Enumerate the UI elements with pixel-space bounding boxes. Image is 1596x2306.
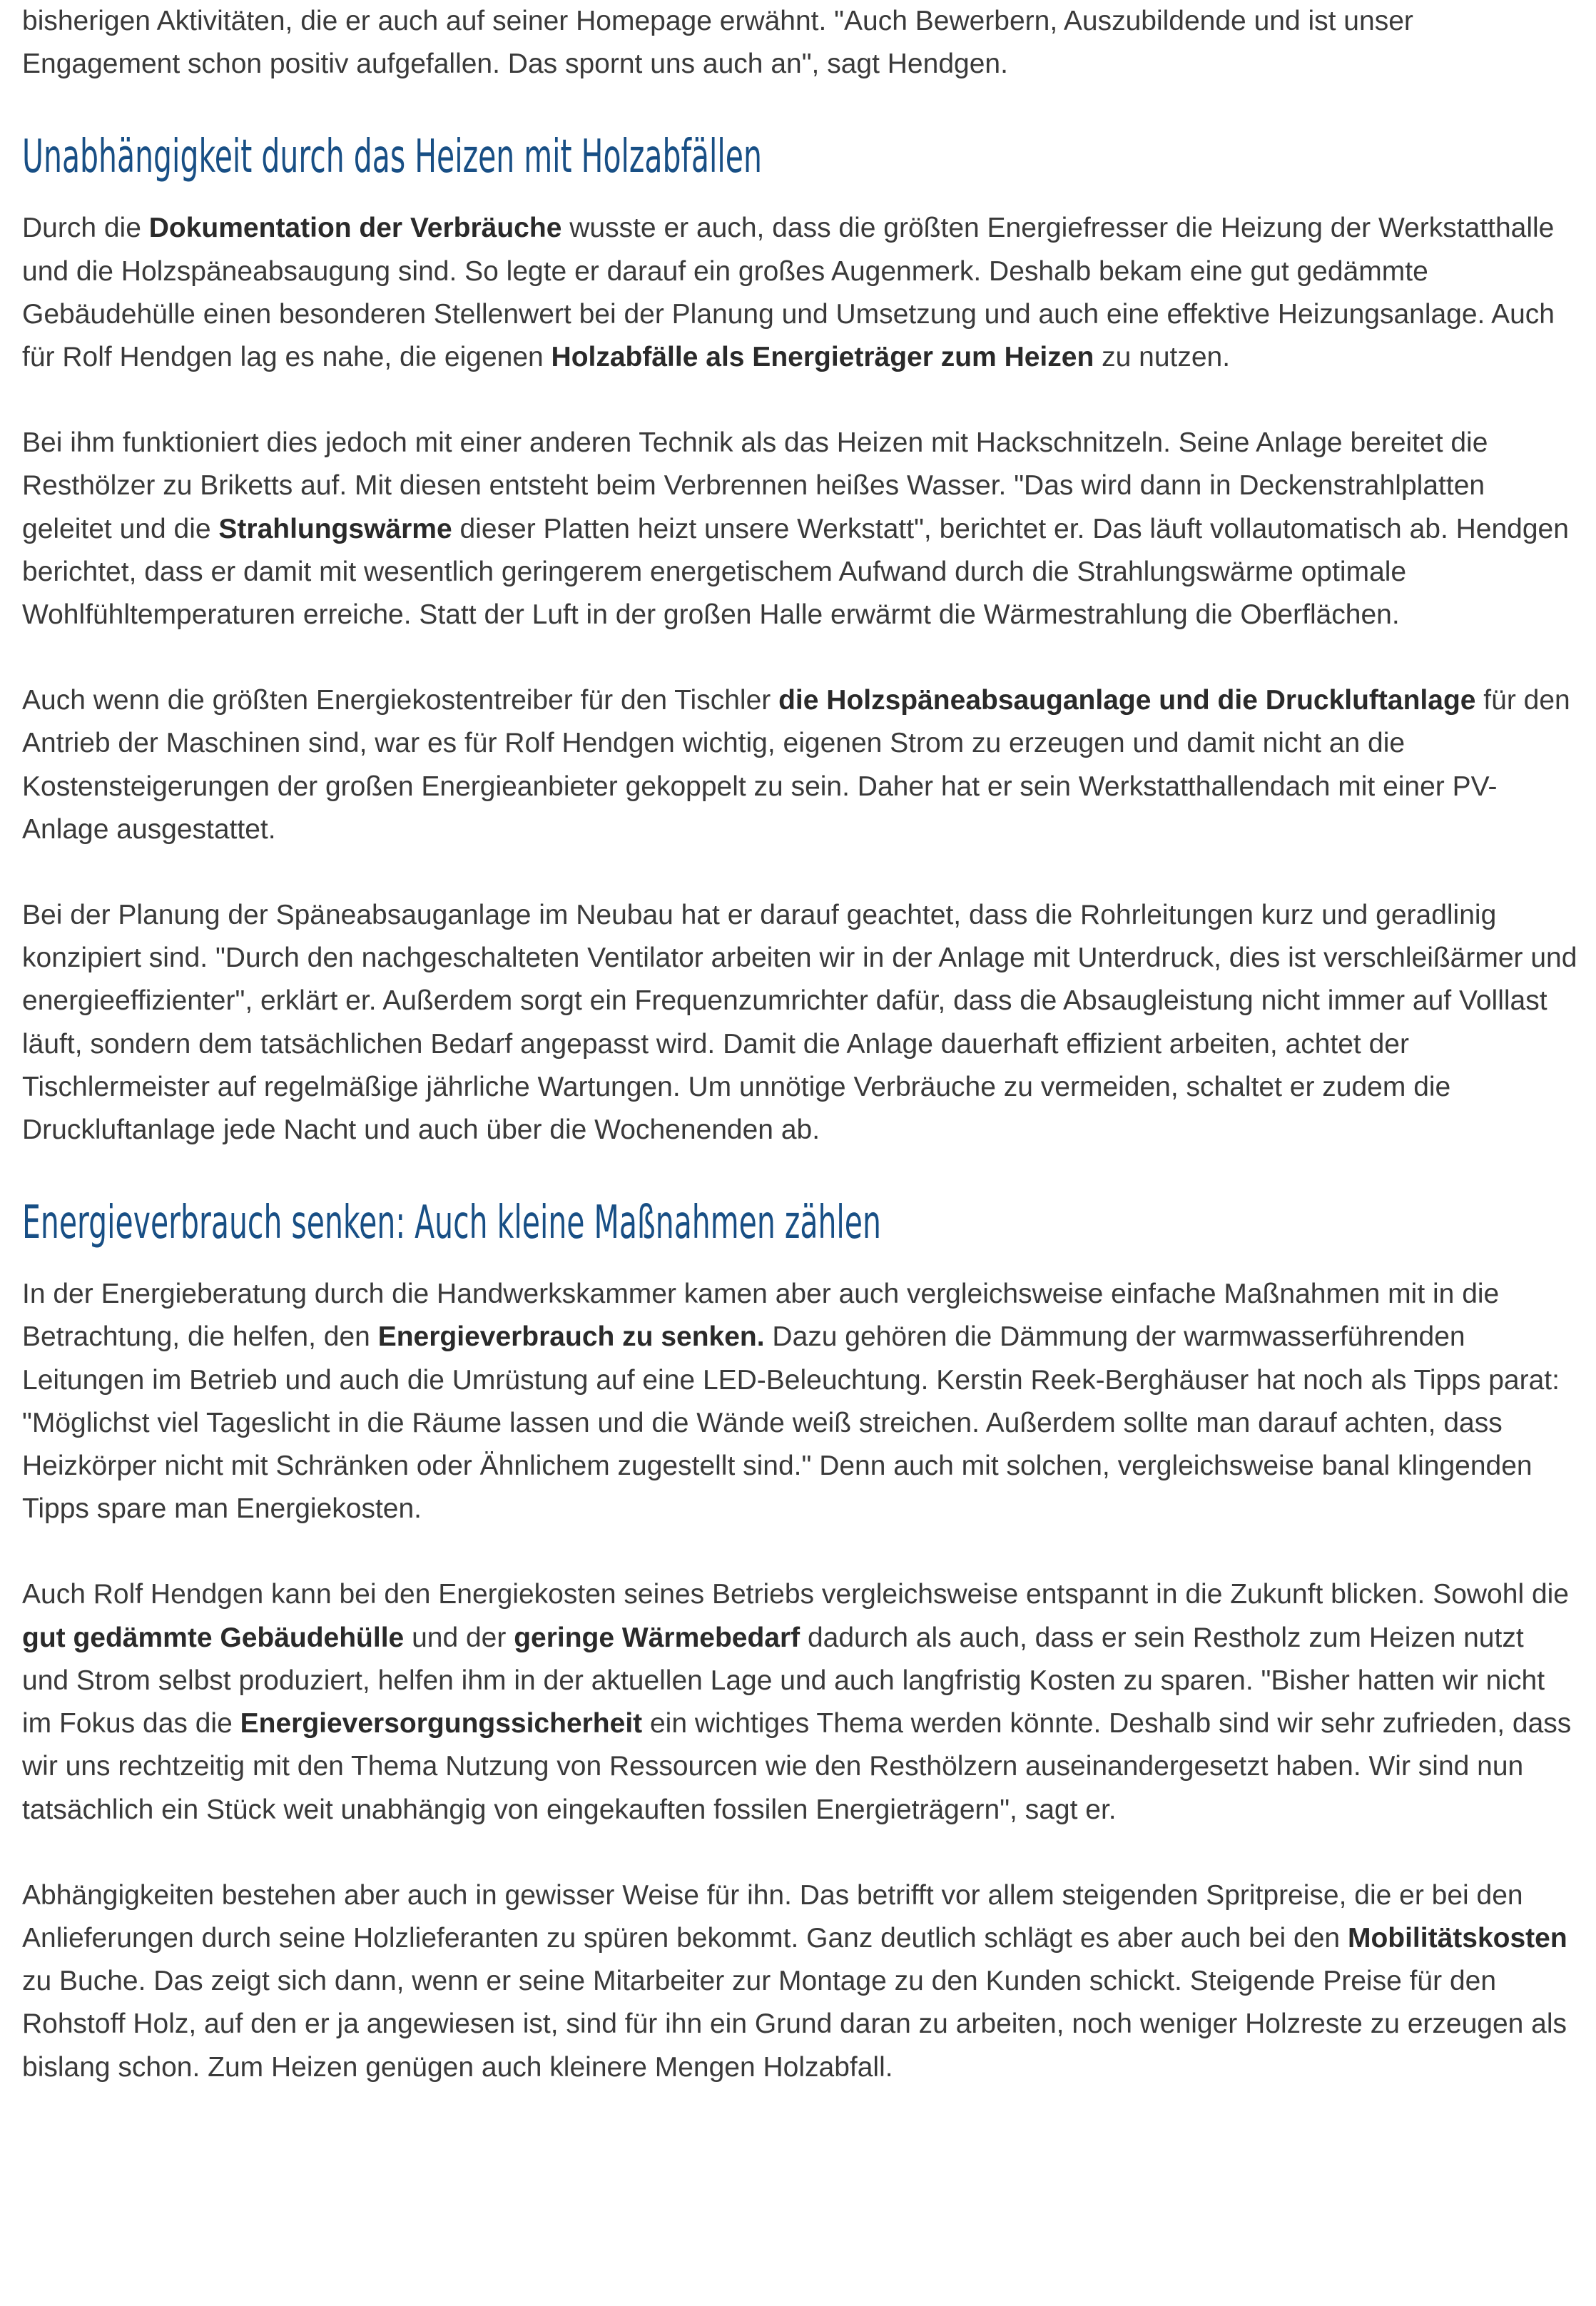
text: Durch die xyxy=(22,213,149,244)
paragraph-zukunft xyxy=(22,1573,1577,1831)
section-heading-wrap xyxy=(22,1194,1577,1254)
text: Auch Rolf Hendgen kann bei den Energiekosten seines Betriebs vergleichsweise entspannt in die Zukunft blicken. Sowohl die xyxy=(22,1579,1569,1610)
text: Dazu gehören die Dämmung der warmwasserführenden Leitungen im Betrieb und auch die Umrüstung auf eine LED-Beleuchtung. Kerstin Reek-Berghäuser hat noch als Tipps parat: "Möglichst viel Tageslicht in die Räume lassen und die Wände weiß streichen. Außerdem sollte man darauf achten, dass Heizkörper nicht mit Schränken oder Ähnlichem zugestellt sind." Denn auch mit solchen, vergleichsweise banal klingenden Tipps spare man Energiekosten. xyxy=(22,1321,1560,1525)
text: Auch wenn die größten Energiekostentreiber für den Tischler xyxy=(22,685,779,716)
section-heading-wrap xyxy=(22,128,1577,188)
paragraph-documentation xyxy=(22,207,1577,379)
bold-text: Holzabfälle als Energieträger zum Heizen xyxy=(551,342,1094,373)
text: dieser Platten heizt unsere Werkstatt", berichtet er. Das läuft vollautomatisch ab. Hendgen berichtet, dass er damit mit wesentlich geringerem energetischem Aufwand durch die Strahlungswärme optimale Wohlfühltemperaturen erreiche. Statt der Luft in der großen Halle erwärmt die Wärmestrahlung die Oberflächen. xyxy=(22,513,1569,631)
text: Bei ihm funktioniert dies jedoch mit einer anderen Technik als das Heizen mit Hackschnitzeln. Seine Anlage bereitet die Resthölzer zu Briketts auf. Mit diesen entsteht beim Verbrennen heißes Wasser. "Das wird dann in Deckenstrahlplatten geleitet und die xyxy=(22,427,1488,544)
bold-text: Dokumentation der Verbräuche xyxy=(148,213,562,244)
text: zu nutzen. xyxy=(1094,342,1231,373)
text: wusste er auch, dass die größten Energiefresser die Heizung der Werkstatthalle und die Holzspäneabsaugung sind. So legte er darauf ein großes Augenmerk. Deshalb bekam eine gut gedämmte Gebäudehülle einen besonderen Stellenwert bei der Planung und Umsetzung und auch eine effektive Heizungsanlage. Auch für Rolf Hendgen lag es nahe, die eigenen xyxy=(22,213,1555,373)
text: In der Energieberatung durch die Handwerkskammer kamen aber auch vergleichsweise einfache Maßnahmen mit in die Betrachtung, die helfen, den xyxy=(22,1279,1500,1353)
section-heading-heating: Unabhängigkeit durch das Heizen mit Holzabfällen xyxy=(22,131,762,184)
bold-text: Energieversorgungssicherheit xyxy=(240,1708,643,1739)
bold-text: Strahlungswärme xyxy=(218,513,452,544)
bold-text: Energieverbrauch zu senken. xyxy=(377,1321,765,1353)
paragraph-briketts xyxy=(22,422,1577,636)
paragraph-absauganlage xyxy=(22,894,1577,1152)
text: zu Buche. Das zeigt sich dann, wenn er seine Mitarbeiter zur Montage zu den Kunden schickt. Steigende Preise für den Rohstoff Holz, auf den er ja angewiesen ist, sind für ihn ein Grund daran zu arbeiten, noch weniger Holzreste zu erzeugen als bislang schon. Zum Heizen genügen auch kleinere Mengen Holzabfall. xyxy=(22,1966,1567,2083)
bold-text: Mobilitätskosten xyxy=(1347,1922,1567,1954)
paragraph-energieberatung xyxy=(22,1273,1577,1530)
text: dadurch als auch, dass er sein Restholz zum Heizen nutzt und Strom selbst produziert, helfen ihm in der aktuellen Lage und auch langfristig Kosten zu sparen. "Bisher hatten wir nicht im Fokus das die xyxy=(22,1622,1545,1739)
bold-text: gut gedämmte Gebäudehülle xyxy=(22,1622,405,1653)
text: für den Antrieb der Maschinen sind, war es für Rolf Hendgen wichtig, eigenen Strom zu erzeugen und damit nicht an die Kostensteigerungen der großen Energieanbieter gekoppelt zu sein. Daher hat er sein Werkstatthallendach mit einer PV-Anlage ausgestattet. xyxy=(22,685,1570,845)
article-body xyxy=(22,0,1577,2132)
intro-paragraph xyxy=(22,0,1577,86)
paragraph-abhaengigkeiten xyxy=(22,1874,1577,2089)
section-heading-energy-saving: Energieverbrauch senken: Auch kleine Maßnahmen zählen xyxy=(22,1197,881,1250)
text: und der xyxy=(404,1622,514,1653)
text: Bei der Planung der Späneabsauganlage im Neubau hat er darauf geachtet, dass die Rohrleitungen kurz und geradlinig konzipiert sind. "Durch den nachgeschalteten Ventilator arbeiten wir in der Anlage mit Unterdruck, dies ist verschleißärmer und energieeffizienter", erklärt er. Außerdem sorgt ein Frequenzumrichter dafür, dass die Absaugleistung nicht immer auf Volllast läuft, sondern dem tatsächlichen Bedarf angepasst wird. Damit die Anlage dauerhaft effizient arbeiten, achtet der Tischlermeister auf regelmäßige jährliche Wartungen. Um unnötige Verbräuche zu vermeiden, schaltet er zudem die Druckluftanlage jede Nacht und auch über die Wochenenden ab. xyxy=(22,900,1577,1146)
bold-text: geringe Wärmebedarf xyxy=(514,1622,800,1653)
bold-text: die Holzspäneabsauganlage und die Druckluftanlage xyxy=(778,685,1476,716)
intro-text: bisherigen Aktivitäten, die er auch auf seiner Homepage erwähnt. "Auch Bewerbern, Auszubildende und ist unser Engagement schon positiv aufgefallen. Das spornt uns auch an", sagt Hendgen. xyxy=(22,6,1413,80)
paragraph-pv-anlage xyxy=(22,679,1577,851)
text: Abhängigkeiten bestehen aber auch in gewisser Weise für ihn. Das betrifft vor allem steigenden Spritpreise, die er bei den Anlieferungen durch seine Holzlieferanten zu spüren bekommt. Ganz deutlich schlägt es aber auch bei den xyxy=(22,1879,1523,1954)
text: ein wichtiges Thema werden könnte. Deshalb sind wir sehr zufrieden, dass wir uns rechtzeitig mit den Thema Nutzung von Ressourcen wie den Resthölzern auseinandergesetzt haben. Wir sind nun tatsächlich ein Stück weit unabhängig von eingekauften fossilen Energieträgern", sagt er. xyxy=(22,1708,1572,1825)
